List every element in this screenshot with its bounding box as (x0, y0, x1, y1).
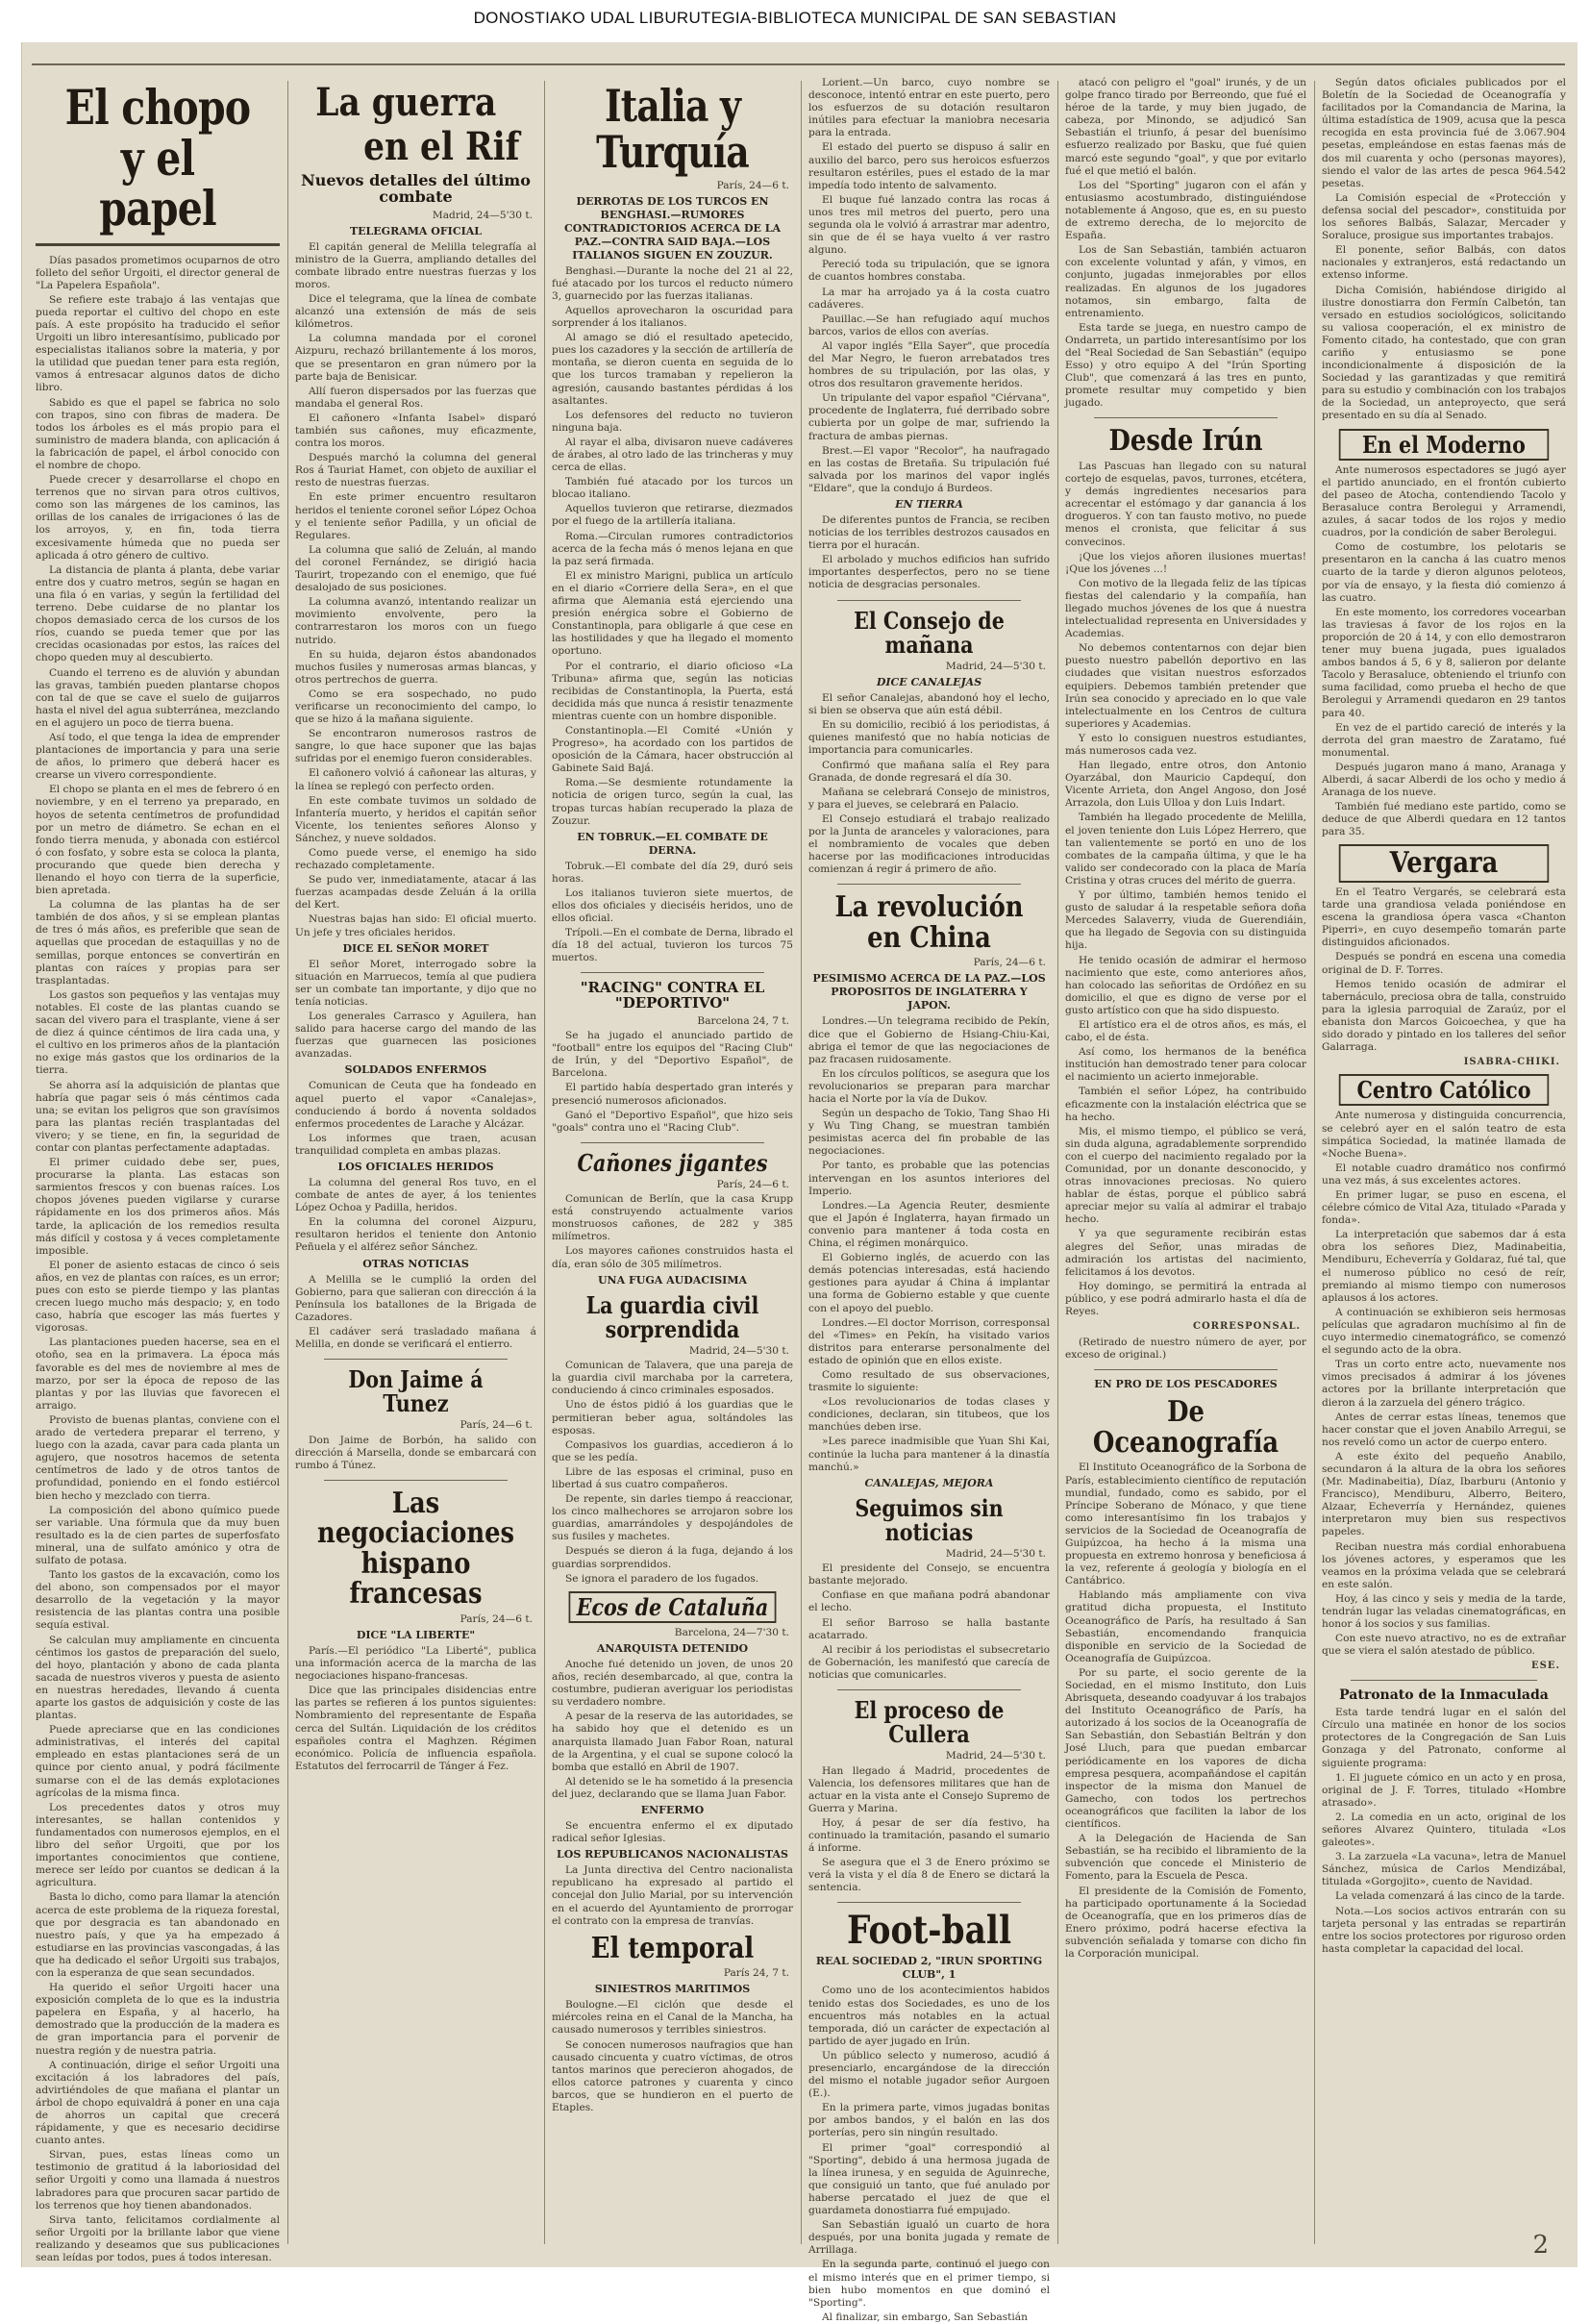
paragraph: Pereció toda su tripulación, que se ignora de cuantos hombres constaba. (808, 259, 1050, 284)
column-6 (1322, 77, 1566, 2252)
paragraph: La columna que salió de Zeluán, al mando del coronel Fernández, se dirigió hacia Taurirt, tropezando con el enemigo, que fué desalojado de sus posiciones. (295, 543, 536, 594)
column-rule (801, 81, 802, 2244)
headline-rule (36, 243, 280, 246)
paragraph: Comunican de Berlín, que la casa Krupp está construyendo actualmente varios monstruosos cañones, de 282 y 385 milímetros. (552, 1193, 793, 1243)
paragraph: Londres.—Un telegrama recibido de Pekín, dice que el Gobierno de Hsiang-Chiu-Kai, abriga el temor de que las negociaciones de paz fracasen ruidosamente. (808, 1015, 1050, 1065)
paragraph: En el Teatro Vergarés, se celebrará esta tarde una grandiosa velada poniéndose en escena la grandiosa ópera vasca «Chanton Piperri», en cuyo desempeño tomarán parte distinguidos aficionados. (1322, 886, 1566, 949)
paragraph: Se encontraron numerosos rastros de sangre, lo que hace suponer que las bajas sufridas por el enemigo fueron considerables. (295, 728, 536, 765)
paragraph: Los mayores cañones construidos hasta el día, eran sólo de 305 milímetros. (552, 1245, 793, 1270)
article-headline: "RACING" CONTRA EL "DEPORTIVO" (580, 979, 765, 1012)
dateline: París, 24—6 t. (460, 1419, 533, 1432)
article-separator (1351, 1680, 1537, 1681)
paragraph: Confirmó que mañana salía el Rey para Granada, de donde regresará el día 30. (808, 759, 1050, 784)
article-headline: El temporal (590, 1931, 755, 1965)
paragraph: La velada comenzará á las cinco de la tarde. (1335, 1890, 1565, 1903)
paragraph: Después se pondrá en escena una comedia original de D. F. Torres. (1322, 951, 1566, 976)
dateline: París, 24—6 t. (460, 1612, 533, 1625)
paragraph: »Les parece inadmisible que Yuan Shi Kai, continúe la lucha para mantener á la dinastía manchú.» (808, 1436, 1050, 1473)
column-rule (544, 81, 545, 2244)
dateline: París 24, 7 t. (723, 1967, 789, 1980)
paragraph: También ha llegado procedente de Melilla, el joven teniente don Luis López Herrero, que tan valientemente se portó en uno de los combates de la campaña última, y que le ha valido ser condecorado con la placa de María Cristina y otras cruces del mérito de guerra. (1065, 812, 1306, 887)
paragraph: atacó con peligro el "goal" irunés, y de un golpe franco tirado por Berreondo, que fué el héroe de la tarde, y muy bien jugado, de cabeza, por Minondo, se adjudicó San Sebastián el triunfo, á pesar del buenísimo esfuerzo realizado por Basku, que fué quien marcó este segundo "goal", y que por evitarlo fué el que metió el balón. (1065, 77, 1306, 177)
dateline: Madrid, 24—5'30 t. (688, 1345, 789, 1358)
paragraph: En la primera parte, vimos jugadas bonitas por ambos bandos, y el balón en las dos porterías, pero sin ningún resultado. (808, 2102, 1050, 2139)
paragraph: Trípoli.—En el combate de Derna, librado el día 18 del actual, tuvieron los turcos 75 muertos. (552, 927, 793, 964)
paragraph: París.—El periódico "La Liberté", publica una información acerca de la marcha de las negociaciones hispano-francesas. (295, 1644, 536, 1683)
paragraph: El partido había despertado gran interés y presenció numerosos aficionados. (552, 1082, 793, 1107)
paragraph: Se conocen numerosos naufragios que han causado cincuenta y cuatro víctimas, de otros tantos marinos que perecieron ahogados, de ellos catorce patrones y cuarenta y cinco barcos, que se hundieron en el puerto de Etaples. (552, 2038, 793, 2114)
article-headline: El Consejo de mañana (854, 606, 1005, 659)
paragraph: Los de San Sebastián, también actuaron con excelente voluntad y afán, y vimos, en conjunto, jugadas inmejorables por ellos realizadas. En algunos de los jugadores notamos, sin embargo, falta de entrenamiento. (1065, 244, 1306, 319)
article-headline: Foot-ball (846, 1908, 1012, 1954)
paragraph: Se ignora el paradero de los fugados. (565, 1572, 759, 1585)
article-headline: Seguimos sin noticias (855, 1493, 1004, 1546)
paragraph: Se calculan muy ampliamente en cincuenta céntimos los gastos de preparación del suelo, del hoyo, plantación y abono de cada planta sacada de nuestros viveros y puesta de asiento en nuestras heredades, llevando á cuenta aparte los gastos de adquisición y coste de las plantas. (36, 1634, 280, 1722)
paragraph: Uno de éstos pidió á los guardias que le permitieran beber agua, soltándoles las esposas. (552, 1399, 793, 1437)
section-label: REAL SOCIEDAD 2, "IRUN SPORTING CLUB", 1 (815, 1955, 1043, 1982)
paragraph: Nota.—Los socios activos entrarán con su tarjeta personal y las entradas se repartirán entre los socios protectores por riguroso orden hasta completar la capacidad del local. (1322, 1905, 1566, 1955)
paragraph: El poner de asiento estacas de cinco ó seis años, en vez de plantas con raíces, es un error; pues con esto se pierde tiempo y las plantas crecen luego mucho más despacio; y, en todo caso, habría que escoger las más fuertes y vigorosas. (36, 1259, 280, 1335)
paragraph: En su domicilio, recibió á los periodistas, á quienes manifestó que no había noticias de importancia para comunicarles. (808, 719, 1050, 757)
dateline: Madrid, 24—5'30 t. (945, 1548, 1046, 1561)
paragraph: Provisto de buenas plantas, conviene con el arado de vertedera preparar el terreno, y luego con la azada, cavar para cada planta un agujero, que nosotros hacemos de setenta centímetros de lado y de otros tantos de profundidad, poniendo en el fondo estiércol bien hecho y mezclado con tierra. (36, 1413, 280, 1502)
paragraph: Antes de cerrar estas líneas, tenemos que hacer constar que el joven Anabilo Arregui, se nos reveló como un actor de cuerpo entero. (1322, 1411, 1566, 1448)
paragraph: Después se dieron á la fuga, dejando á los guardias sorprendidos. (552, 1545, 793, 1570)
paragraph: Boulogne.—El ciclón que desde el miércoles reina en el Canal de la Mancha, ha causado numerosos y terribles siniestros. (552, 1999, 793, 2037)
paragraph: El artístico era el de otros años, es más, el cabo, el de ésta. (1065, 1018, 1306, 1044)
article-headline: De Oceanografía (1092, 1395, 1279, 1460)
paragraph: 2. La comedia en un acto, original de los señores Alvarez Quintero, titulada «Los galeotes». (1322, 1811, 1566, 1849)
section-label: SINIESTROS MARITIMOS (594, 1983, 751, 1996)
dateline: Madrid, 24—5'30 t. (432, 209, 533, 221)
section-label: EN PRO DE LOS PESCADORES (1094, 1378, 1278, 1391)
paragraph: El buque fué lanzado contra las rocas á unos tres mil metros del puerto, pero una segunda ola le volvió á arrastrar mar adentro, sin que de él se haya vuelto á ver rastro alguno. (808, 193, 1050, 257)
article-separator (1094, 417, 1278, 418)
paragraph: Dice que las principales disidencias entre las partes se refieren á los puntos siguientes: Nombramiento del representante de España cerca del Sultán. Liquidación de los créditos españoles contra el Maghzen. Régimen económico. Policía de influencia española. Estatutos del ferrocarril de Tánger á Fez. (295, 1685, 536, 1772)
paragraph: A pesar de la reserva de las autoridades, se ha sabido hoy que el detenido es un anarquista llamado Juan Fabor Roan, natural de la Argentina, y el cual se supone colocó la bomba que estalló en Abril de 1907. (552, 1711, 793, 1773)
paragraph: Por el contrario, el diario oficioso «La Tribuna» afirma que, según las noticias recibidas de Constantinopla, la Puerta, está decidida más que nunca á resistir tenazmente mientras cuente con un hombre disponible. (552, 660, 793, 722)
paragraph: Por su parte, el socio gerente de la Sociedad, en el mismo Instituto, don Luis Abrisqueta, deseando coadyuvar á los trabajos del Instituto Oceanográfico de París, ha autorizado á los socios de la Oceanografía de San Sebastián, don Sebastián Beltrán y don José Lluch, para que puedan embarcar periódicamente en los vapores de dicha empresa pesquera, acompañándose el capitán inspector de la misma don Manuel de Gamecho, con todos los pertrechos oceanográficos que faciliten la labor de los científicos. (1065, 1666, 1306, 1831)
paragraph: Según un despacho de Tokio, Tang Shao Hi y Wu Ting Chang, se muestran también pesimistas acerca del fin probable de las negociaciones. (808, 1108, 1050, 1158)
paragraph: Se pudo ver, inmediatamente, atacar á las fuerzas acampadas desde Zeluán á la orilla del Kert. (295, 874, 536, 912)
paragraph: El Instituto Oceanográfico de la Sorbona de París, establecimiento científico de reputación mundial, fundado, como es sabido, por el Príncipe Soberano de Mónaco, y que tiene como interesantísimo fin los trabajos y servicios de la Sociedad de Oceanografía de Guipúzcoa, ha hecho á la misma una propuesta en extremo honrosa y beneficiosa á la vez, referente á geología y biología en el Cantábrico. (1065, 1462, 1306, 1587)
paragraph: Con motivo de la llegada feliz de las típicas fiestas del calendario y la compañía, han llegado muchos jóvenes de los que á nuestra intelectualidad representa en Universidades y Academias. (1065, 577, 1306, 640)
paragraph: Un público selecto y numeroso, acudió á presenciarlo, encargándose de la dirección del mismo el notable jugador señor Aurgoen (E.). (808, 2049, 1050, 2100)
paragraph: Pauillac.—Se han refugiado aquí muchos barcos, varios de ellos con averías. (808, 312, 1050, 337)
paragraph: El estado del puerto se dispuso á salir en auxilio del barco, pero sus heroicos esfuerzos resultaron estériles, pues el estado de la mar impedía todo intento de salvamento. (808, 141, 1050, 191)
article-headline: Cañones jigantes (577, 1148, 768, 1177)
paragraph: Roma.—Se desmiente rotundamente la noticia de origen turco, según la cual, las tropas turcas habían recuperado la plaza de Zouzur. (552, 777, 793, 827)
paragraph: La mar ha arrojado ya á la costa cuatro cadáveres. (808, 286, 1050, 311)
paragraph: En este combate tuvimos un soldado de Infantería muerto, y heridos el capitán señor Vicente, los tenientes señores Alonso y Sánchez, y nueve soldados. (295, 794, 536, 844)
paragraph: Al vapor inglés "Ella Sayer", que procedía del Mar Negro, le fueron arrebatados tres hombres de su tripulación, por las olas, y otros dos resultaron gravemente heridos. (808, 339, 1050, 390)
article-separator (324, 1480, 508, 1481)
paragraph: Esta tarde tendrá lugar en el salón del Círculo una matinée en honor de los socios protectores de la Congregación de San Luis Gonzaga y del Patronato, conforme al siguiente programa: (1322, 1707, 1566, 1769)
paragraph: Un tripulante del vapor español "Ciérvana", procedente de Inglaterra, fué derribado sobre cubierta por un golpe de mar, sufriendo la fractura de ambas piernas. (808, 392, 1050, 442)
article-headline: La guerra (315, 80, 497, 125)
paragraph: De diferentes puntos de Francia, se reciben noticias de los terribles destrozos causados en tierra por el huracán. (808, 514, 1050, 552)
section-label: DERROTAS DE LOS TURCOS EN BENGHASI.—RUMORES CONTRADICTORIOS ACERCA DE LA PAZ.—CONTRA SAID BAJA.—LOS ITALIANOS SIGUEN EN ZOUZUR. (563, 194, 782, 262)
article-headline: Las negociaciones hispano francesas (316, 1486, 515, 1612)
article-headline: La revolución en China (834, 890, 1024, 955)
paragraph: Puede crecer y desarrollarse el chopo en terrenos que no sirvan para otros cultivos, como son las márgenes de los caminos, las orillas de los canales de irrigaciones ó las de los arroyos, y, en fin, toda tierra excesivamente húmeda que no pueda ser aplicada á otro género de cultivo. (36, 474, 280, 562)
section-label: LOS OFICIALES HERIDOS (337, 1160, 494, 1173)
paragraph: El cañonero «Infanta Isabel» disparó también sus cañones, muy eficazmente, contra los moros. (295, 412, 536, 450)
article-headline: Don Jaime á Tunez (348, 1365, 484, 1418)
paragraph: Así como, los hermanos de la benéfica institución han demostrado tener para colocar el nacimiento un acierto inmejorable. (1065, 1046, 1306, 1084)
section-label: UNA FUGA AUDACISIMA (597, 1273, 748, 1287)
article-separator (837, 884, 1021, 885)
paragraph: Días pasados prometimos ocuparnos de otro folleto del señor Urgoiti, el director general de "La Papelera Española". (36, 254, 280, 291)
paragraph: Los generales Carrasco y Aguilera, han salido para hacerse cargo del mando de las fuerzas que guarnecen las posiciones avanzadas. (295, 1011, 536, 1061)
section-label: DICE CANALEJAS (876, 676, 982, 689)
paragraph: Como se era sospechado, no pudo verificarse un reconocimiento del campo, lo que se hizo á la mañana siguiente. (295, 687, 536, 726)
paragraph: Los precedentes datos y otros muy interesantes, se hallan contenidos y fundamentados con numerosos ejemplos, en el libro del señor Urgoiti, que por los importantes conocimientos que contiene, merece ser leído por cuantos se dedican á la agricultura. (36, 1801, 280, 1889)
article-subheadline: Nuevos detalles del último combate (301, 171, 531, 206)
article-headline: La guardia civil sorprendida (585, 1290, 759, 1343)
paragraph: Las Pascuas han llegado con su natural cortejo de esquelas, pavos, turrones, etcétera, y demás ingredientes necesarios para acrecentar el estómago y dar ganancia á los drogueros. Y con tan fausto motivo, no puede menos el cronista, que felicitar á sus convecinos. (1065, 460, 1306, 548)
paragraph: Benghasi.—Durante la noche del 21 al 22, fué atacado por los turcos el reducto número 3, guarnecido por las fuerzas italianas. (552, 264, 793, 302)
paragraph: A continuación, dirige el señor Urgoiti una excitación á los labradores del país, advirtiéndoles de que mañana el plantar un árbol de chopo equivaldrá á poner en una caja de ahorros un capital que crecerá rápidamente, y que es necesario decidirse cuanto antes. (36, 2059, 280, 2147)
paragraph: Lorient.—Un barco, cuyo nombre se desconoce, intentó entrar en este puerto, pero los esfuerzos de su dotación resultaron inútiles para efectuar la maniobra necesaria para la entrada. (808, 77, 1050, 139)
paragraph: Hoy, á las cinco y seis y media de la tarde, tendrán lugar las veladas cinematográficas, en honor á los socios y sus familias. (1322, 1592, 1566, 1631)
paragraph: Hemos tenido ocasión de admirar el tabernáculo, preciosa obra de talla, construido para la iglesia parroquial de Zaraúz, por el ebanista don Marcos Goicoechea, y que ha sido dorado y pintado en los talleres del señor Galarraga. (1322, 978, 1566, 1054)
paragraph: Ganó el "Deportivo Español", que hizo seis "goals" contra uno el "Racing Club". (552, 1109, 793, 1134)
article-headline: Patronato de la Inmaculada (1339, 1687, 1549, 1704)
paragraph: La columna mandada por el coronel Aizpuru, rechazó brillantemente á los moros, que se presentaron en gran número por la parte baja de Benisicar. (295, 333, 536, 383)
paragraph: Aquellos tuvieron que retirarse, diezmados por el fuego de la artillería italiana. (552, 503, 793, 528)
paragraph: A la Delegación de Hacienda de San Sebastián, se ha recibido el libramiento de la subvención que concede el Ministerio de Fomento, para la Escuela de Pesca. (1065, 1833, 1306, 1883)
paragraph: El presidente de la Comisión de Fomento, ha participado oportunamente á la Sociedad de Oceanografía, que en los primeros días de Enero próximo, podrá hacerse efectiva la subvención señalada y tomarse con dicho fin la Corporación municipal. (1065, 1885, 1306, 1960)
paragraph: Anoche fué detenido un joven, de unos 20 años, recién desembarcado, al que, contra la costumbre, pudieran averiguar los periodistas su verdadero nombre. (552, 1659, 793, 1709)
paragraph: La columna de las plantas ha de ser también de dos años, y si se emplean plantas de tres ó más años, es preferible que sean de aquellas que procedan de estaquillas y no de semillas, porque entonces se convertirán en plantas con raíces y propias para ser trasplantadas. (36, 899, 280, 987)
paragraph: El ex ministro Marigni, publica un artículo en el diario «Corriere della Sera», en el que afirma que Alemania está ejerciendo una presión enérgica sobre el Gobierno de Constantinopla, para obligarle á que cese en las hostilidades y que ha llegado el momento oportuno. (552, 569, 793, 658)
paragraph: El cañonero volvió á cañonear las alturas, y la línea se replegó con perfecto orden. (295, 767, 536, 792)
paragraph: Basta lo dicho, como para llamar la atención acerca de este problema de la riqueza forestal, que por desgracia es tan abandonado en nuestro país, y que ya ha empezado á estudiarse en las provincias vascongadas, á las que ha dedicado el señor Urgoiti sus trabajos, con la esperanza de que sean secundados. (36, 1891, 280, 1979)
paragraph: «Los revolucionarios de todas clases y condiciones, declaran, sin titubeos, que los manchúes deben irse. (808, 1396, 1050, 1434)
paragraph: De repente, sin darles tiempo á reaccionar, los cinco malhechores se arrojaron sobre los guardias, amarrándoles y despojándoles de sus fusiles y machetes. (552, 1493, 793, 1543)
page-number: 2 (1532, 2231, 1549, 2260)
article-headline: El proceso de Cullera (854, 1696, 1005, 1749)
paragraph: Ante numerosa y distinguida concurrencia, se celebró ayer en el salón teatro de esta simpática Sociedad, la matinée llamada de «Noche Buena». (1322, 1110, 1566, 1160)
paragraph: Al detenido se le ha sometido á la presencia del juez, declarando que se llama Juan Fabor. (552, 1775, 793, 1800)
paragraph: La columna del general Ros tuvo, en el combate de antes de ayer, á los tenientes López Ochoa y Padilla, heridos. (295, 1176, 536, 1214)
dateline: Madrid, 24—5'30 t. (945, 1750, 1046, 1762)
section-label: CANALEJAS, MEJORA (864, 1476, 994, 1489)
paragraph: Por tanto, es probable que las potencias intervengan en los asuntos interiores del Imperio. (808, 1160, 1050, 1197)
section-label: PESIMISMO ACERCA DE LA PAZ.—LOS PROPOSITOS DE INGLATERRA Y JAPON. (812, 972, 1046, 1012)
article-headline: en el Rif (363, 124, 520, 169)
paragraph: Al rayar el alba, divisaron nueve cadáveres de árabes, al otro lado de las trincheras y muy cerca de ellas. (552, 436, 793, 474)
paragraph: El notable cuadro dramático nos confirmó una vez más, á sus excelentes actores. (1322, 1162, 1566, 1187)
paragraph: Confiase en que mañana podrá abandonar el lecho. (808, 1589, 1050, 1614)
paragraph: Los gastos son pequeños y las ventajas muy notables. El coste de las plantas cuando se sacan del vivero para el trasplante, viene á ser de diez á quince céntimos de lira cada una, y el cultivo en los primeros años de la plantación no exige más gastos que los ordinarios de la tierra. (36, 988, 280, 1077)
article-separator (1094, 1369, 1278, 1370)
top-rule (32, 63, 1565, 65)
paragraph: También fué mediano este partido, como se deduce de que Alberdi quedara en 12 tantos para 35. (1322, 801, 1566, 838)
paragraph: Después marchó la columna del general Ros á Tauriat Hamet, con objeto de auxiliar el resto de nuestras fuerzas. (295, 452, 536, 489)
paragraph: Mis, el mismo tiempo, el público se verá, sin duda alguna, agradablemente sorprendido con el cuerpo del nacimiento regalado por la Comunidad, por un donante desconocido, y otras innovaciones preciosas. No quiero hablar de éstas, porque el público sabrá apreciar mejor su valía al admirar el trabajo hecho. (1065, 1125, 1306, 1226)
paragraph: (Retirado de nuestro número de ayer, por exceso de original.) (1065, 1337, 1306, 1362)
paragraph: Libre de las esposas el criminal, puso en libertad á sus cuatro compañeros. (552, 1465, 793, 1490)
paragraph: Compasivos los guardias, accedieron á lo que se les pedía. (552, 1438, 793, 1463)
column-rule (1057, 81, 1058, 2244)
article-headline: En el Moderno (1339, 429, 1549, 461)
paragraph: Se encuentra enfermo el ex diputado radical señor Iglesias. (552, 1820, 793, 1845)
paragraph: Tobruk.—El combate del día 29, duró seis horas. (552, 860, 793, 885)
dateline: París, 24—6 t. (716, 1179, 789, 1190)
paragraph: Mañana se celebrará Consejo de ministros, y para el jueves, se celebrará en Palacio. (808, 786, 1050, 811)
column-4 (808, 77, 1050, 2323)
paragraph: Los defensores del reducto no tuvieron ninguna baja. (552, 409, 793, 434)
column-rule (1314, 81, 1315, 2244)
paragraph: Los informes que traen, acusan tranquilidad completa en ambas plazas. (295, 1132, 536, 1157)
paragraph: Se ahorra así la adquisición de plantas que habría que pagar seis ó más céntimos cada una; se evitan los peligros que son gravísimos para las plantas recién trasplantadas del vivero; y se tiene, en fin, la seguridad de contar con plantas perfectamente adaptadas. (36, 1079, 280, 1154)
paragraph: Londres.—La Agencia Reuter, desmiente que el Japón é Inglaterra, hayan firmado un convenio para mantener á toda costa en China, el régimen monárquico. (808, 1199, 1050, 1250)
archive-banner: DONOSTIAKO UDAL LIBURUTEGIA-BIBLIOTECA MUNICIPAL DE SAN SEBASTIAN (473, 9, 1117, 27)
paragraph: El chopo se planta en el mes de febrero ó en noviembre, y en el terreno ya preparado, en hoyos de setenta centímetros de profundidad por un metro de diámetro. Se echan en el fondo tierra menuda, y abonada con estiércol ó con fosfato, y sobre esta se coloca la planta, procurando que quede bien derecha y llenando el hoyo con tierra de la superficie, bien apretada. (36, 784, 280, 897)
paragraph: Se ha jugado el anunciado partido de "football" entre los equipos del "Racing Club" de Irún, y del "Deportivo Español", de Barcelona. (552, 1030, 793, 1080)
paragraph: Esta tarde se juega, en nuestro campo de Ondarreta, un partido interesantísimo por los del "Real Sociedad de San Sebastián" (equipo Esso) y otro equipo A del "Irún Sporting Club", que comenzará á las tres en punto, promete resultar muy competido y bien jugado. (1065, 321, 1306, 410)
column-2 (295, 77, 536, 2252)
paragraph: Puede apreciarse que en las condiciones administrativas, el interés del capital empleado en estas plantaciones será de un quince por ciento anual, y podrá fácilmente sumarse con el de las demás explotaciones agrícolas de la misma finca. (36, 1724, 280, 1799)
paragraph: El arbolado y muchos edificios han sufrido importantes desperfectos, pero no se tiene noticia de desgracias personales. (808, 554, 1050, 591)
paragraph: Se refiere este trabajo á las ventajas que pueda reportar el cultivo del chopo en este país. A este propósito ha traducido el señor Urgoiti un libro interesantísimo, publicado por especialistas italianos sobre la materia, y por la utilidad que puedan tener para esta región, vamos á entresacar algunos datos de dicho libro. (36, 293, 280, 394)
paragraph: Comunican de Ceuta que ha fondeado en aquel puerto el vapor «Canalejas», conduciendo á bordo á noventa soldados enfermos procedentes de Larache y Alcázar. (295, 1080, 536, 1130)
paragraph: Al recibir á los periodistas el subsecretario de Gobernación, les manifestó que carecía de noticias que comunicarles. (808, 1643, 1050, 1681)
paragraph: Allí fueron dispersados por las fuerzas que mandaba el general Ros. (295, 385, 536, 410)
paragraph: A Melilla se le cumplió la orden del Gobierno, para que salieran con dirección á la Península los batallones de la Brigada de Cazadores. (295, 1273, 536, 1323)
paragraph: Han llegado, entre otros, don Antonio Oyarzábal, don Mauricio Capdequí, don Vicente Arrieta, don Angel Angoso, don José Arrazola, don Luis Ulloa y don Luis Indart. (1065, 760, 1306, 810)
column-3 (552, 77, 793, 2252)
paragraph: El presidente del Consejo, se encuentra bastante mejorado. (808, 1562, 1050, 1587)
paragraph: 1. El juguete cómico en un acto y en prosa, original de J. F. Torres, titulado «Hombre atrasado». (1322, 1771, 1566, 1809)
paragraph: He tenido ocasión de admirar el hermoso nacimiento que este, como anteriores años, han colocado las señoritas de Ordóñez en su domicilio, el que es digno de verse por el gusto artístico con que ha sido dispuesto. (1065, 954, 1306, 1016)
paragraph: ¡Que los viejos añoren ilusiones muertas! ¡Que los jóvenes ...! (1065, 550, 1306, 575)
paragraph: En su huida, dejaron éstos abandonados muchos fusiles y numerosas armas blancas, y otros pertrechos de guerra. (295, 648, 536, 686)
paragraph: Como de costumbre, los pelotaris se presentaron en la cancha á las cuatro menos cuarto de la tarde y dieron algunos peloteos, por vía de ensayo, y la fiesta dió comienzo á las cuatro. (1322, 541, 1566, 604)
paragraph: Londres.—El doctor Morrison, corresponsal del «Times» en Pekín, ha visitado varios distritos para enterarse personalmente del estado de opinión que en ellos existe. (808, 1316, 1050, 1366)
newspaper-page (21, 42, 1578, 2323)
paragraph: Comunican de Talavera, que una pareja de la guardia civil marchaba por la carretera, conduciendo á cinco criminales esposados. (552, 1360, 793, 1397)
section-label: DICE "LA LIBERTE" (356, 1628, 476, 1641)
paragraph: Según datos oficiales publicados por el Boletín de la Sociedad de Oceanografía y facilitados por la Comandancia de Marina, la última estadística de 1909, acusa que la pesca recogida en esta provincia fué de 3.067.904 pesetas, empleándose en estas faenas más de dos mil cuarenta y ocho (personas mayores), siendo el valor de las artes de pesca 964.542 pesetas. (1322, 77, 1566, 189)
paragraph: Don Jaime de Borbón, ha salido con dirección á Marsella, donde se embarcará con rumbo á Túnez. (295, 1434, 536, 1471)
dateline: Madrid, 24—5'30 t. (945, 660, 1046, 672)
paragraph: Los del "Sporting" jugaron con el afán y entusiasmo acostumbrado, distinguiéndose notablemente á Angoso, que es, en su puesto de extremo derecha, de lo mejorcito de España. (1065, 179, 1306, 242)
article-headline: Ecos de Cataluña (569, 1591, 777, 1623)
paragraph: Ha querido el señor Urgoiti hacer una exposición completa de lo que es la industria papelera en España, y al hacerlo, ha demostrado que la producción de la madera es de gran importancia para el porvenir de nuestra región y de nuestra patria. (36, 1982, 280, 2057)
article-separator (837, 600, 1021, 601)
byline: CORRESPONSAL. (1193, 1321, 1301, 1333)
article-headline: Centro Católico (1339, 1074, 1549, 1106)
paragraph: 3. La zarzuela «La vacuna», letra de Manuel Sánchez, música de Carlos Mendizábal, titulada «Gorgojito», cuento de Navidad. (1322, 1851, 1566, 1888)
section-label: TELEGRAMA OFICIAL (349, 224, 482, 237)
dateline: París, 24—6 t. (716, 179, 789, 191)
paragraph: Dice el telegrama, que la línea de combate alcanzó una extensión de más de seis kilómetros. (295, 293, 536, 331)
paragraph: Como puede verse, el enemigo ha sido rechazado completamente. (295, 847, 536, 872)
section-label: ANARQUISTA DETENIDO (596, 1642, 749, 1655)
paragraph: Hablando más ampliamente con viva gratitud dicha propuesta, el Instituto Oceanográfico de París, ha resultado á San Sebastián, encomendando franquicia disponible en servicio de la Sociedad de Oceanografía de Guipúzcoa. (1065, 1589, 1306, 1664)
paragraph: Las plantaciones pueden hacerse, sea en el otoño, sea en la primavera. La época más favorable es del mes de noviembre al mes de marzo, por ser la época de reposo de las plantas y por las lluvias que favorecen el arraigo. (36, 1337, 280, 1412)
paragraph: Nuestras bajas han sido: El oficial muerto. Un jefe y tres oficiales heridos. (295, 913, 536, 938)
paragraph: Sirva tanto, felicitamos cordialmente al señor Urgoiti por la brillante labor que viene realizando y deseamos que sus publicaciones sean leídas por todos, pues á todos interesan. (36, 2213, 280, 2264)
column-5 (1065, 77, 1306, 2252)
byline: ISABRA-CHIKI. (1463, 1057, 1560, 1068)
paragraph: Al amago se dió el resultado apetecido, pues los cazadores y la sección de artillería de montaña, se dieron cuenta en seguida de lo que los turcos tramaban y repelieron la agresión, causando bastantes pérdidas á los asaltantes. (552, 332, 793, 407)
paragraph: Cuando el terreno es de aluvión y abundan las gravas, también pueden plantarse chopos con tal de que se cave el suelo de guijarros hasta el nivel del agua subterránea, mezclando en el agujero un poco de tierra buena. (36, 666, 280, 729)
paragraph: La distancia de planta á planta, debe variar entre dos y cuatro metros, según se hagan en una fila ó en varias, y según la fertilidad del terreno. Debe cuidarse de no plantar los chopos demasiado cerca de los cursos de los ríos, cuando se pueda temer que por las crecidas ocasionadas por estos, las raíces del chopo queden muy al descubierto. (36, 563, 280, 664)
paragraph: El ponente, señor Balbás, con datos nacionales y extranjeros, está redactando un extenso informe. (1322, 244, 1566, 282)
paragraph: El Consejo estudiará el trabajo realizado por la Junta de aranceles y valoraciones, para el nombramiento de vocales que deben hacerse por las modificaciones introducidas comienzan á regir á primero de año. (808, 812, 1050, 876)
paragraph: Sirvan, pues, estas líneas como un testimonio de gratitud á la laboriosidad del señor Urgoiti y como una llamada á nuestros labradores para que procuren sacar partido de los terrenos que hoy tienen abandonados. (36, 2149, 280, 2212)
paragraph: Brest.—El vapor "Recolor", ha naufragado en las costas de Bretaña. Su tripulación fué salvada por los marinos del vapor inglés "Eldare", que la condujo á Burdeos. (808, 444, 1050, 494)
dateline: Barcelona, 24—7'30 t. (674, 1626, 789, 1638)
paragraph: En este primer encuentro resultaron heridos el teniente coronel señor López Ochoa y el teniente señor Padilla, y un oficial de Regulares. (295, 491, 536, 541)
paragraph: Después jugaron mano á mano, Aranaga y Alberdi, á sacar Alberdi de los ocho y medio á Aranaga de los nueve. (1322, 761, 1566, 799)
paragraph: Así todo, el que tenga la idea de emprender plantaciones de importancia y para una serie de años, lo primero que deberá hacer es crearse un vivero correspondiente. (36, 731, 280, 782)
paragraph: El señor Moret, interrogado sobre la situación en Marruecos, temía al que pudiera ser un combate tan importante, y dijo que no tenía noticias. (295, 958, 536, 1008)
paragraph: En este momento, los corredores vocearban las traviesas á favor de los rojos en la proporción de 20 á 14, y con ello demostraron tener muy buena jugada, pues igualados ambos bandos á 5, 6 y 8, salieron por delante Tacolo y Berasaluce, obteniendo el triunfo con suma facilidad, como prueba el hecho de que Berolegui y Arramendi quedaron en 29 tantos para 40. (1322, 606, 1566, 719)
paragraph: Y esto lo consiguen nuestros estudiantes, más numerosos cada vez. (1065, 732, 1306, 757)
article-separator (324, 1359, 508, 1360)
paragraph: El primer "goal" correspondió al "Sporting", debido á una hermosa jugada de la línea irunesa, y en seguida de Aguinreche, que consiguió un tanto, que fué anulado por haberse percatado el juez de que el guardameta donostiarra fué empujado. (808, 2141, 1050, 2217)
paragraph: Tanto los gastos de la excavación, como los del abono, son compensados por el mayor desarrollo de la vegetación y la mayor resistencia de las plantas contra una posible sequía estival. (36, 1569, 280, 1632)
paragraph: Como uno de los acontecimientos habidos tenido estas dos Sociedades, es uno de los encuentros más notables en la actual temporada, dió un carácter de expectación al partido de ayer jugado en Irún. (808, 1985, 1050, 2047)
paragraph: En primer lugar, se puso en escena, el célebre cómico de Vital Aza, titulado «Parada y fonda». (1322, 1189, 1566, 1227)
paragraph: En vez de el partido careció de interés y la derrota del gran maestro de Zaratamo, fué monumental. (1322, 721, 1566, 759)
dateline: Barcelona 24, 7 t. (697, 1014, 789, 1027)
paragraph: Constantinopla.—El Comité «Unión y Progreso», ha acordado con los partidos de oposición de la Cámara, hacer obstrucción al Gabinete Said Bajá. (552, 724, 793, 775)
paragraph: Tras un corto entre acto, nuevamente nos vimos precisados á admirar á los jóvenes actores por la brillante interpretación que dieron á la zarzuela del género trágico. (1322, 1359, 1566, 1409)
paragraph: En los círculos políticos, se asegura que los revolucionarios se preparan para marchar hacia el Norte por la vía de Dukov. (808, 1067, 1050, 1105)
article-headline: El chopo y el papel (64, 79, 251, 237)
paragraph: La Junta directiva del Centro nacionalista republicano ha expresado al partido el concejal don Julio Marial, por su intervención en el acuerdo del Ayuntamiento de prorrogar el contrato con la empresa de tranvías. (552, 1864, 793, 1927)
dateline: París, 24—6 t. (973, 957, 1046, 969)
paragraph: No debemos contentarnos con dejar bien puesto nuestro pabellón deportivo en las ciudades que visitan nuestros esforzados equipiers. Debemos también pretender que Irún sea conocido y apreciado en lo que vale intelectualmente en los Centros de cultura superiores y Academias. (1065, 642, 1306, 730)
column-1 (36, 77, 280, 2264)
section-label: LOS REPUBLICANOS NACIONALISTAS (557, 1848, 788, 1862)
paragraph: La Comisión especial de «Protección y defensa social del pescador», constituida por los señores Balbás, Salazar, Mercader y Soraluce, prosigue sus importantes trabajos. (1322, 191, 1566, 242)
paragraph: El señor Canalejas, abandonó hoy el lecho, si bien se observa que aún está débil. (808, 692, 1050, 717)
paragraph: El cadáver será trasladado mañana á Melilla, en donde se verificará el entierro. (295, 1325, 536, 1350)
paragraph: Aquellos aprovecharon la oscuridad para sorprender á los italianos. (552, 304, 793, 330)
article-separator (837, 1689, 1021, 1690)
paragraph: Ante numerosos espectadores se jugó ayer el partido anunciado, en el frontón cubierto del paseo de Atocha, contendiendo Tacolo y Berasaluce contra Berolegui y Arramendi, azules, á sacar todos de los rojos y medio cuadros, por la condición de saber Berolegui. (1322, 463, 1566, 539)
section-label: OTRAS NOTICIAS (362, 1257, 469, 1270)
paragraph: La composición del abono químico puede ser variable. Una fórmula que da muy buen resultado es la de cien partes de superfosfato mineral, una de sulfato amónico y otra de sulfato de potasa. (36, 1504, 280, 1566)
paragraph: Y ya que seguramente recibirán estas alegres del Señor, unas miradas de admiración los artistas del nacimiento, felicitamos á los devotos. (1065, 1228, 1306, 1278)
article-separator (581, 1142, 764, 1143)
article-separator (581, 972, 764, 973)
paragraph: La columna avanzó, intentando realizar un movimiento envolvente, pero la contrarrestaron los moros con un fuego nutrido. (295, 596, 536, 646)
paragraph: El señor Barroso se halla bastante acatarrado. (808, 1616, 1050, 1641)
paragraph: A continuación se exhibieron seis hermosas películas que agradaron muchísimo al fin de cuyo intermedio cinematográfico, se comenzó el segundo acto de la obra. (1322, 1306, 1566, 1357)
paragraph: Roma.—Circulan rumores contradictorios acerca de la fecha más ó menos lejana en que la paz será firmada. (552, 530, 793, 567)
column-rule (287, 81, 288, 2244)
paragraph: Sabido es que el papel se fabrica no solo con trapos, sino con fibras de madera. De todos los árboles es el más propio para el suministro de madera blanda, con aplicación á la fabricación de papel, el árbol conocido con el nombre de chopo. (36, 396, 280, 471)
paragraph: Los italianos tuvieron siete muertos, de ellos dos oficiales y dieciséis heridos, uno de ellos oficial. (552, 887, 793, 925)
paragraph: También fué atacado por los turcos un blocao italiano. (552, 476, 793, 501)
section-label: SOLDADOS ENFERMOS (344, 1063, 487, 1077)
paragraph: En la columna del coronel Aizpuru, resultaron heridos el teniente don Antonio Peñuela y el alférez señor Sánchez. (295, 1216, 536, 1254)
paragraph: Se asegura que el 3 de Enero próximo se verá la vista y el día 8 de Enero se dictará la sentencia. (808, 1857, 1050, 1894)
article-headline: Italia y Turquía (596, 80, 749, 179)
paragraph: También el señor López, ha contribuido eficazmente con la instalación eléctrica que se ha hecho. (1065, 1086, 1306, 1123)
paragraph: En la segunda parte, continuó el juego con el mismo interés que en el primer tiempo, si bien hubo momentos en que dominó el "Sporting". (808, 2259, 1050, 2309)
paragraph: Dicha Comisión, habiéndose dirigido al ilustre donostiarra don Fermín Calbetón, tan versado en estudios sociológicos, solicitando su valiosa cooperación, el ex ministro de Fomento citado, ha contestado, que con gran cariño y entusiasmo se pone incondicionalmente á disposición de la Sociedad y las garantizadas y que remitirá para su estudio y combinación con los trabajos de la Sociedad, un anteproyecto, que será presentado en su día al Senado. (1322, 284, 1566, 422)
paragraph: Reciban nuestra más cordial enhorabuena los jóvenes actores, y esperamos que les veamos en la próxima velada que se celebrará en este salón. (1322, 1540, 1566, 1590)
byline: ESE. (1531, 1661, 1560, 1672)
paragraph: San Sebastián igualó un cuarto de hora después, por una bonita jugada y remate de Arrillaga. (808, 2219, 1050, 2257)
paragraph: El Gobierno inglés, de acuerdo con las demás potencias interesadas, está haciendo gestiones para ayudar á China á implantar una forma de Gobierno estable y que cuente con el apoyo del pueblo. (808, 1252, 1050, 1314)
article-separator (837, 1902, 1021, 1903)
paragraph: El primer cuidado debe ser, pues, procurarse la planta. Las estacas son sarmientos frescos y con buenas raíces. Los chopos jóvenes pueden vigilarse y curarse rápidamente en los dos primeros años. Más tarde, la aplicación de los remedios resulta más difícil y costosa y á veces completamente imposible. (36, 1157, 280, 1257)
paragraph: Con este nuevo atractivo, no es de extrañar que se viera el salón atestado de público. (1322, 1633, 1566, 1658)
paragraph: Han llegado á Madrid, procedentes de Valencia, los defensores militares que han de actuar en la vista ante el Consejo Supremo de Guerra y Marina. (808, 1764, 1050, 1814)
paragraph: Al finalizar, sin embargo, San Sebastián (822, 2311, 1028, 2323)
paragraph: A este éxito del pequeño Anabilo, secundaron á la altura de la obra los señores (Mr. Madinabeitia), Díaz, Ibarburu (Antonio y Francisco), Mendiburu, Alberro, Beitero, Alzaar, Echeverría y Hernández, quienes interpretaron muy bien sus respectivos papeles. (1322, 1450, 1566, 1538)
section-label: EN TOBRUK.—EL COMBATE DE DERNA. (577, 830, 768, 857)
paragraph: El capitán general de Melilla telegrafía al ministro de la Guerra, ampliando detalles del combate librado entre nuestras fuerzas y los moros. (295, 240, 536, 290)
paragraph: Como resultado de sus observaciones, trasmite lo siguiente: (808, 1368, 1050, 1394)
section-label: DICE EL SEÑOR MORET (342, 941, 489, 955)
paragraph: Y por último, también hemos tenido el gusto de saludar á la respetable señora doña Mercedes Salaverry, viuda de Guerendiáin, que ha llegado de Segovia con su distinguida hija. (1065, 889, 1306, 952)
paragraph: Hoy, á pesar de ser día festivo, ha continuado la tramitación, pasando el sumario á informe. (808, 1816, 1050, 1855)
paragraph: Hoy domingo, se permitirá la entrada al público, y ese podrá admirarlo hasta el día de Reyes. (1065, 1280, 1306, 1318)
section-label: EN TIERRA (895, 498, 963, 511)
article-headline: Vergara (1339, 844, 1549, 883)
paragraph: La interpretación que sabemos dar á esta obra los señores Diez, Madinabeitia, Mendiburu, Echeverría y Goldaraz, fué tal, que el numeroso público no cesó de reír, premiando al mismo tiempo con numerosos aplausos á los actores. (1322, 1229, 1566, 1304)
article-headline: Desde Irún (1108, 424, 1263, 459)
section-label: ENFERMO (640, 1804, 705, 1817)
